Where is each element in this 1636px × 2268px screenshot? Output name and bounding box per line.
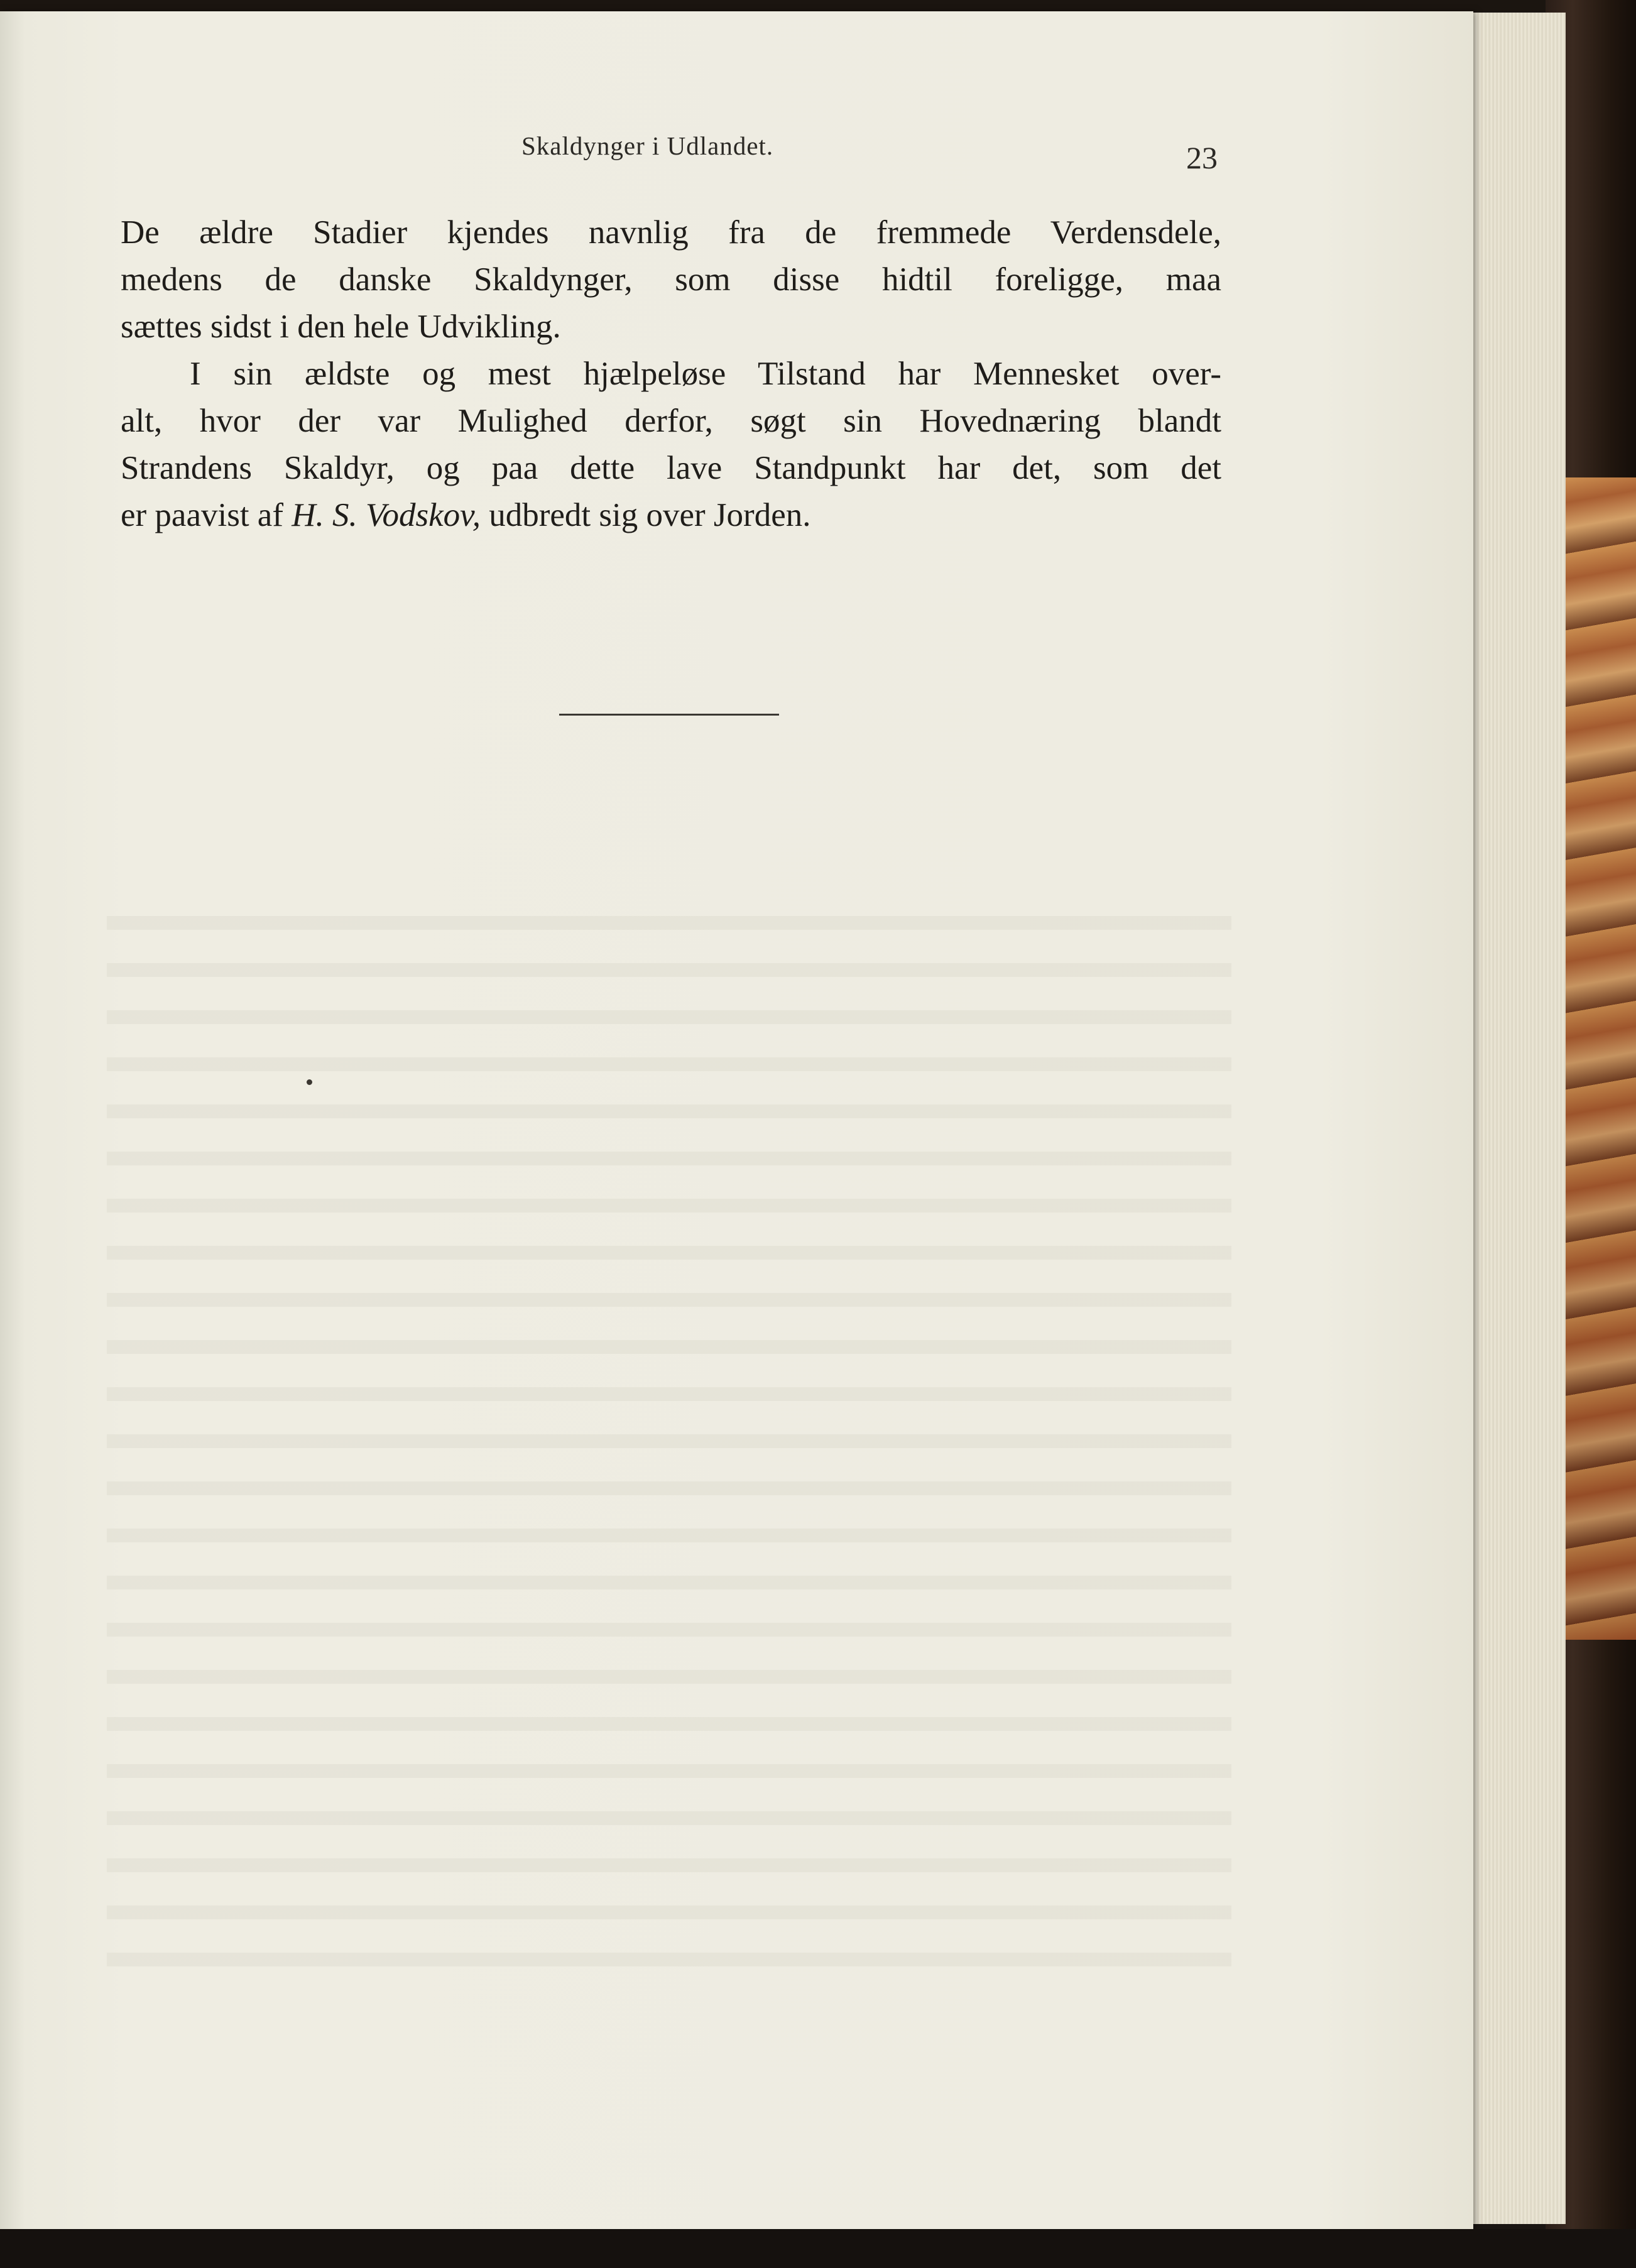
marbled-endpaper <box>1564 477 1636 1640</box>
text-line: sættes sidst i den hele Udvikling. <box>121 308 561 345</box>
text-segment: udbredt sig over Jorden. <box>481 497 811 533</box>
paper-speck <box>307 1079 312 1085</box>
author-name: H. S. Vodskov, <box>292 497 481 533</box>
text-line: De ældre Stadier kjendes navnlig fra de fremmede Verdensdele, <box>121 214 1221 251</box>
bleed-through-text <box>107 891 1231 1984</box>
text-line: medens de danske Skaldynger, som disse hidtil foreligge, maa <box>121 261 1221 298</box>
text-segment: er paavist af <box>121 497 292 533</box>
running-header: Skaldynger i Udlandet. <box>521 131 774 160</box>
text-line: alt, hvor der var Mulighed derfor, søgt sin Hovednæring blandt <box>121 403 1221 439</box>
text-line <box>121 492 1221 539</box>
text-line: Strandens Skaldyr, og paa dette lave Standpunkt har det, som det <box>121 450 1221 486</box>
scan-bottom-border <box>0 2229 1636 2268</box>
scan-top-border <box>0 0 1636 11</box>
page-stack-edges <box>1464 13 1566 2224</box>
page-number: 23 <box>1186 140 1218 175</box>
body-text <box>121 209 1221 539</box>
section-divider <box>559 714 779 716</box>
text-line: I sin ældste og mest hjælpeløse Tilstand har Mennesket over- <box>190 356 1221 392</box>
